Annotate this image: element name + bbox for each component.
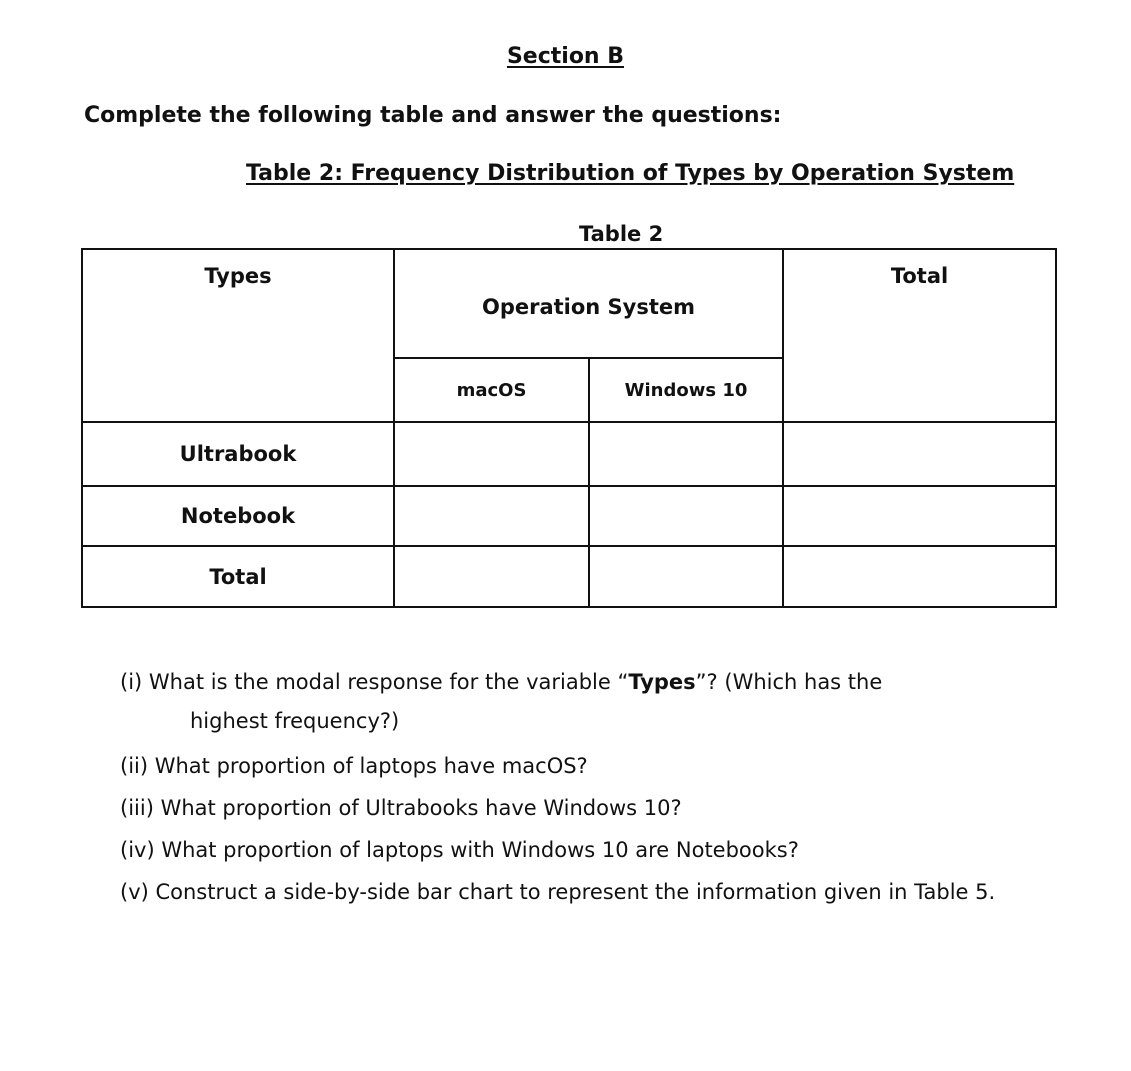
section-title: Section B <box>506 44 625 69</box>
cell-ultrabook-windows[interactable] <box>589 422 783 486</box>
header-types: Types <box>82 249 394 422</box>
header-total: Total <box>783 249 1056 422</box>
table-row <box>82 422 1056 486</box>
table-row <box>82 486 1056 546</box>
question-1: (i) What is the modal response for the variable “Types”? (Which has the <box>120 670 883 694</box>
question-2: (ii) What proportion of laptops have macOS? <box>120 754 588 778</box>
cell-notebook-windows[interactable] <box>589 486 783 546</box>
row-label-total: Total <box>82 546 394 607</box>
table-caption: Table 2: Frequency Distribution of Types by Operation System <box>246 161 1015 186</box>
question-1-continuation: highest frequency?) <box>190 709 400 733</box>
cell-notebook-macos[interactable] <box>394 486 589 546</box>
frequency-table <box>81 248 1057 608</box>
cell-total-macos[interactable] <box>394 546 589 607</box>
subheader-macos: macOS <box>394 358 589 422</box>
header-operation-system: Operation System <box>394 249 783 358</box>
cell-total-total[interactable] <box>783 546 1056 607</box>
table-row <box>82 546 1056 607</box>
cell-total-windows[interactable] <box>589 546 783 607</box>
questions-list <box>120 668 1040 906</box>
cell-ultrabook-macos[interactable] <box>394 422 589 486</box>
question-3: (iii) What proportion of Ultrabooks have Windows 10? <box>120 796 682 820</box>
cell-ultrabook-total[interactable] <box>783 422 1056 486</box>
row-label-notebook: Notebook <box>82 486 394 546</box>
table-label: Table 2 <box>579 222 664 246</box>
row-label-ultrabook: Ultrabook <box>82 422 394 486</box>
cell-notebook-total[interactable] <box>783 486 1056 546</box>
question-4: (iv) What proportion of laptops with Windows 10 are Notebooks? <box>120 838 799 862</box>
instruction-text: Complete the following table and answer the questions: <box>84 103 782 128</box>
subheader-windows-10: Windows 10 <box>589 358 783 422</box>
question-5: (v) Construct a side-by-side bar chart to represent the information given in Table 5. <box>120 880 996 904</box>
